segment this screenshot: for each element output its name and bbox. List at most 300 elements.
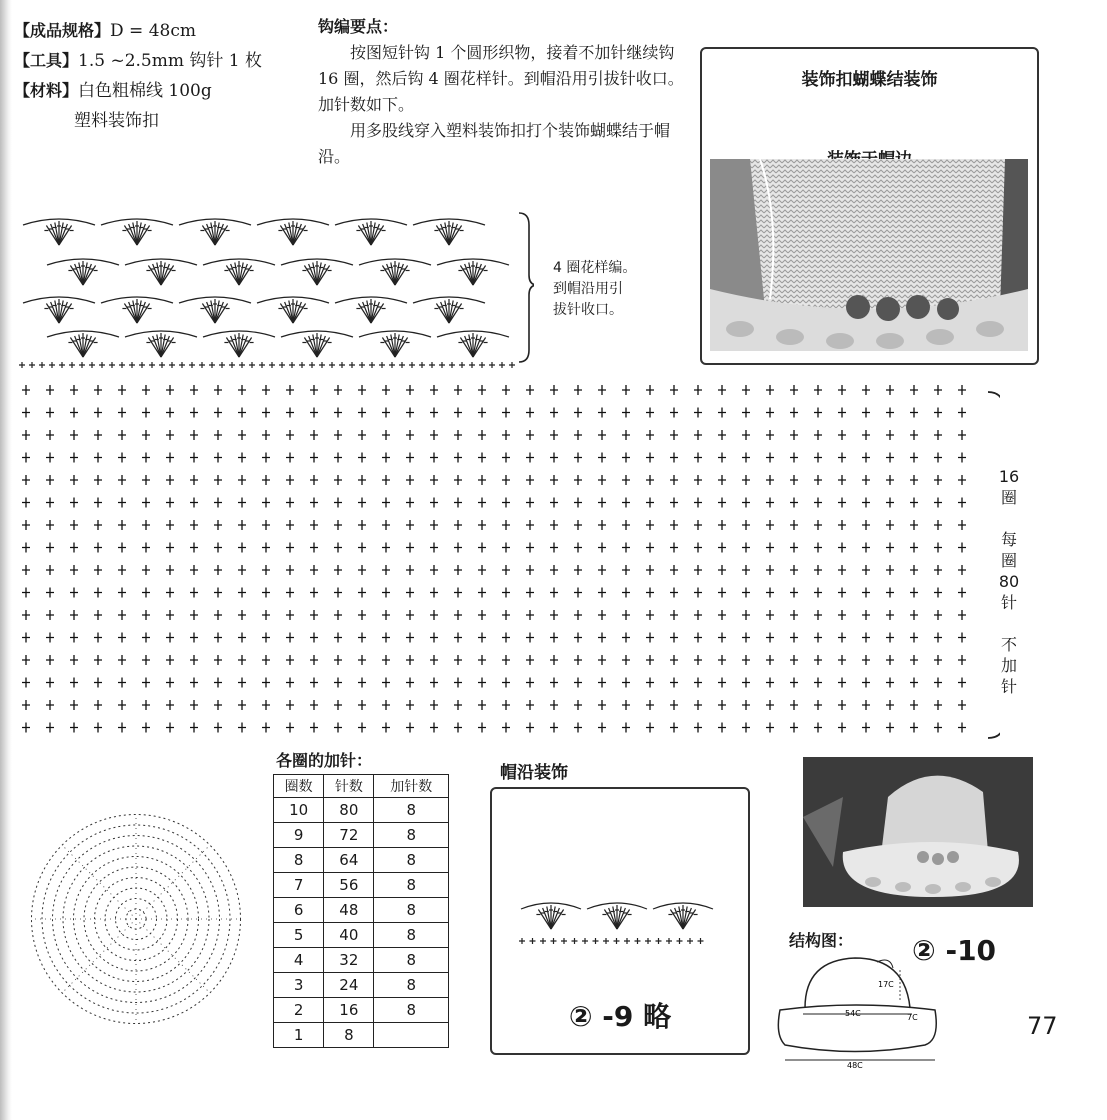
grid-stitch-plus (934, 700, 942, 710)
spec-size: 【成品规格】D = 48cm (14, 21, 196, 41)
grid-stitch-plus (238, 588, 246, 598)
grid-stitch-plus (70, 520, 78, 530)
grid-stitch-plus (358, 655, 366, 665)
grid-stitch-plus (862, 475, 870, 485)
base-stitch-plus (319, 362, 325, 368)
grid-stitch-plus (670, 655, 678, 665)
base-stitch-plus (459, 362, 465, 368)
grid-stitch-plus (166, 520, 174, 530)
grid-stitch-plus (70, 430, 78, 440)
grid-stitch-plus (454, 475, 462, 485)
grid-stitch-plus (382, 453, 390, 463)
grid-stitch-plus (574, 723, 582, 733)
grid-stitch-plus (94, 498, 102, 508)
grid-stitch-plus (118, 565, 126, 575)
grid-stitch-plus (550, 588, 558, 598)
grid-stitch-plus (598, 543, 606, 553)
grid-stitch-plus (334, 408, 342, 418)
grid-stitch-plus (814, 475, 822, 485)
grid-stitch-plus (94, 723, 102, 733)
grid-stitch-plus (574, 655, 582, 665)
grid-stitch-plus (406, 565, 414, 575)
grid-stitch-plus (910, 453, 918, 463)
grid-stitch-plus (550, 498, 558, 508)
fan-stitch (437, 259, 509, 285)
grid-stitch-plus (790, 475, 798, 485)
fan-stitch (101, 297, 173, 323)
grid-stitch-plus (646, 430, 654, 440)
grid-stitch-plus (502, 610, 510, 620)
grid-stitch-plus (190, 543, 198, 553)
grid-stitch-plus (598, 678, 606, 688)
grid-stitch-plus (262, 655, 270, 665)
grid-stitch-plus (454, 385, 462, 395)
grid-stitch-plus (718, 520, 726, 530)
grid-stitch-plus (286, 723, 294, 733)
grid-stitch-plus (814, 655, 822, 665)
grid-stitch-plus (886, 588, 894, 598)
grid-stitch-plus (310, 520, 318, 530)
grid-stitch-plus (910, 565, 918, 575)
grid-stitch-plus (166, 678, 174, 688)
grid-stitch-plus (886, 385, 894, 395)
table-cell: 16 (324, 998, 374, 1023)
base-stitch-plus (339, 362, 345, 368)
base-stitch-plus (149, 362, 155, 368)
grid-stitch-plus (838, 543, 846, 553)
grid-stitch-plus (382, 678, 390, 688)
grid-stitch-plus (550, 610, 558, 620)
grid-stitch-plus (94, 678, 102, 688)
fan-stitch (179, 219, 251, 245)
grid-stitch-plus (214, 385, 222, 395)
table-header-stitches: 针数 (324, 775, 374, 798)
grid-stitch-plus (70, 588, 78, 598)
fan-stitch (281, 331, 353, 357)
grid-stitch-plus (598, 565, 606, 575)
brim-code: ② -9 略 (568, 1000, 672, 1033)
grid-stitch-plus (646, 475, 654, 485)
grid-stitch-plus (46, 655, 54, 665)
grid-stitch-plus (94, 655, 102, 665)
grid-stitch-plus (910, 498, 918, 508)
table-cell: 8 (324, 1023, 374, 1048)
grid-stitch-plus (622, 498, 630, 508)
fan-stitch (179, 297, 251, 323)
fan-stitch (257, 219, 329, 245)
grid-stitch-plus (94, 385, 102, 395)
grid-stitch-plus (238, 543, 246, 553)
grid-stitch-plus (622, 520, 630, 530)
grid-stitch-plus (142, 588, 150, 598)
grid-stitch-plus (214, 408, 222, 418)
grid-stitch-plus (598, 385, 606, 395)
grid-stitch-plus (406, 678, 414, 688)
brim-base-stitch (593, 938, 599, 944)
table-cell: 3 (274, 973, 324, 998)
brim-base-stitch (666, 938, 672, 944)
grid-stitch-plus (286, 498, 294, 508)
table-cell: 56 (324, 873, 374, 898)
grid-stitch-plus (598, 633, 606, 643)
grid-stitch-plus (430, 385, 438, 395)
grid-stitch-plus (46, 700, 54, 710)
grid-stitch-plus (454, 408, 462, 418)
grid-stitch-plus (46, 385, 54, 395)
base-stitch-plus (399, 362, 405, 368)
grid-stitch-plus (838, 520, 846, 530)
brim-base-stitch (698, 938, 704, 944)
grid-stitch-plus (790, 588, 798, 598)
grid-stitch-plus (670, 520, 678, 530)
grid-stitch-plus (454, 588, 462, 598)
grid-stitch-plus (46, 453, 54, 463)
grid-stitch-plus (118, 588, 126, 598)
grid-stitch-plus (166, 543, 174, 553)
grid-stitch-plus (910, 633, 918, 643)
grid-stitch-plus (790, 498, 798, 508)
base-stitch-plus (299, 362, 305, 368)
grid-stitch-plus (622, 408, 630, 418)
grid-stitch-plus (70, 498, 78, 508)
table-row (274, 998, 449, 1023)
grid-stitch-plus (310, 475, 318, 485)
grid-stitch-plus (238, 655, 246, 665)
grid-stitch-plus (670, 633, 678, 643)
grid-stitch-plus (334, 633, 342, 643)
grid-stitch-plus (766, 430, 774, 440)
grid-stitch-plus (190, 520, 198, 530)
table-cell: 8 (374, 898, 449, 923)
grid-stitch-plus (118, 723, 126, 733)
grid-stitch-plus (862, 453, 870, 463)
grid-note-char: 针 (1000, 593, 1017, 612)
table-cell: 10 (274, 798, 324, 823)
grid-stitch-plus (310, 543, 318, 553)
grid-stitch-plus (934, 565, 942, 575)
grid-stitch-plus (814, 408, 822, 418)
grid-stitch-plus (646, 678, 654, 688)
grid-stitch-plus (454, 543, 462, 553)
table-cell: 1 (274, 1023, 324, 1048)
grid-stitch-plus (766, 700, 774, 710)
grid-stitch-plus (430, 453, 438, 463)
grid-stitch-plus (382, 543, 390, 553)
grid-stitch-plus (142, 408, 150, 418)
grid-stitch-plus (238, 498, 246, 508)
grid-stitch-plus (766, 385, 774, 395)
grid-stitch-plus (94, 588, 102, 598)
grid-stitch-plus (574, 700, 582, 710)
grid-stitch-plus (862, 678, 870, 688)
grid-stitch-plus (502, 453, 510, 463)
page-number: 77 (1027, 1012, 1058, 1040)
grid-stitch-plus (70, 565, 78, 575)
grid-stitch-plus (286, 678, 294, 688)
increase-table-title: 各圈的加针： (276, 751, 373, 770)
grid-stitch-plus (886, 408, 894, 418)
grid-stitch-plus (550, 700, 558, 710)
base-stitch-plus (229, 362, 235, 368)
grid-stitch-plus (958, 453, 966, 463)
grid-stitch-plus (22, 385, 30, 395)
grid-stitch-plus (190, 655, 198, 665)
structure-label-top: 17C (878, 980, 894, 989)
grid-stitch-plus (478, 520, 486, 530)
grid-stitch-plus (478, 700, 486, 710)
grid-stitch-plus (958, 520, 966, 530)
grid-stitch-plus (694, 498, 702, 508)
grid-stitch-plus (646, 498, 654, 508)
grid-stitch-plus (670, 610, 678, 620)
grid-stitch-plus (646, 385, 654, 395)
grid-stitch-plus (550, 453, 558, 463)
brim-base-stitch (603, 938, 609, 944)
fan-stitch (101, 219, 173, 245)
grid-stitch-plus (190, 633, 198, 643)
grid-stitch-plus (382, 610, 390, 620)
grid-stitch-plus (670, 723, 678, 733)
grid-stitch-plus (142, 453, 150, 463)
grid-stitch-plus (862, 633, 870, 643)
grid-stitch-plus (22, 453, 30, 463)
fan-stitch (587, 903, 647, 929)
grid-stitch-plus (958, 655, 966, 665)
grid-stitch-plus (646, 723, 654, 733)
grid-stitch-plus (502, 723, 510, 733)
grid-stitch-plus (190, 700, 198, 710)
grid-stitch-plus (70, 655, 78, 665)
grid-stitch-plus (382, 498, 390, 508)
grid-stitch-plus (430, 565, 438, 575)
grid-stitch-plus (742, 520, 750, 530)
grid-stitch-plus (934, 723, 942, 733)
grid-stitch-plus (358, 453, 366, 463)
grid-stitch-plus (670, 453, 678, 463)
grid-stitch-plus (142, 700, 150, 710)
grid-stitch-plus (238, 430, 246, 440)
grid-stitch-plus (910, 430, 918, 440)
table-row (274, 798, 449, 823)
grid-stitch-plus (670, 475, 678, 485)
grid-stitch-plus (694, 700, 702, 710)
grid-stitch-plus (166, 475, 174, 485)
grid-stitch-plus (742, 723, 750, 733)
grid-stitch-plus (334, 430, 342, 440)
grid-stitch-plus (166, 655, 174, 665)
grid-stitch-plus (214, 655, 222, 665)
grid-stitch-plus (214, 498, 222, 508)
grid-stitch-plus (94, 430, 102, 440)
grid-stitch-plus (670, 408, 678, 418)
grid-stitch-plus (454, 723, 462, 733)
grid-stitch-plus (22, 723, 30, 733)
spec-block (14, 16, 314, 136)
fan-stitch (335, 297, 407, 323)
grid-stitch-plus (622, 700, 630, 710)
grid-stitch-plus (910, 655, 918, 665)
grid-stitch-plus (406, 543, 414, 553)
grid-stitch-plus (70, 385, 78, 395)
base-stitch-plus (269, 362, 275, 368)
grid-stitch-plus (214, 520, 222, 530)
base-stitch-plus (469, 362, 475, 368)
grid-stitch-plus (190, 498, 198, 508)
grid-stitch-plus (430, 655, 438, 665)
grid-stitch-plus (286, 385, 294, 395)
grid-stitch-plus (382, 633, 390, 643)
grid-stitch-plus (862, 723, 870, 733)
grid-stitch-plus (238, 475, 246, 485)
grid-stitch-plus (238, 453, 246, 463)
grid-stitch-plus (694, 408, 702, 418)
base-stitch-plus (199, 362, 205, 368)
grid-stitch-plus (262, 453, 270, 463)
base-stitch-plus (279, 362, 285, 368)
grid-stitch-plus (934, 453, 942, 463)
grid-stitch-plus (262, 700, 270, 710)
grid-stitch-plus (334, 520, 342, 530)
grid-stitch-plus (286, 520, 294, 530)
grid-stitch-plus (574, 678, 582, 688)
grid-stitch-plus (190, 678, 198, 688)
grid-stitch-plus (622, 678, 630, 688)
grid-stitch-plus (478, 385, 486, 395)
base-stitch-plus (499, 362, 505, 368)
grid-stitch-plus (454, 430, 462, 440)
base-stitch-plus (259, 362, 265, 368)
grid-stitch-plus (574, 565, 582, 575)
base-stitch-plus (379, 362, 385, 368)
brim-base-stitch (530, 938, 536, 944)
grid-stitch-plus (382, 520, 390, 530)
grid-stitch-plus (862, 408, 870, 418)
grid-stitch-plus (22, 498, 30, 508)
grid-stitch-plus (358, 588, 366, 598)
grid-stitch-plus (358, 385, 366, 395)
grid-stitch-plus (958, 498, 966, 508)
base-stitch-plus (419, 362, 425, 368)
structure-label-bottom: 48C (847, 1061, 863, 1070)
grid-stitch-plus (958, 588, 966, 598)
grid-stitch-plus (622, 723, 630, 733)
grid-stitch-plus (190, 385, 198, 395)
grid-stitch-plus (478, 655, 486, 665)
grid-stitch-plus (262, 588, 270, 598)
grid-stitch-plus (526, 723, 534, 733)
grid-stitch-plus (502, 430, 510, 440)
grid-stitch-plus (382, 565, 390, 575)
fan-stitch (281, 259, 353, 285)
grid-stitch-plus (622, 475, 630, 485)
grid-stitch-plus (958, 678, 966, 688)
grid-stitch-plus (838, 430, 846, 440)
grid-stitch-plus (166, 723, 174, 733)
brim-base-stitch (551, 938, 557, 944)
round-increase-chart (25, 808, 247, 1030)
grid-stitch-plus (406, 498, 414, 508)
grid-stitch-plus (70, 475, 78, 485)
grid-note-char: 不 (1000, 635, 1017, 654)
grid-stitch-plus (766, 633, 774, 643)
grid-stitch-plus (358, 633, 366, 643)
grid-stitch-plus (406, 453, 414, 463)
grid-stitch-plus (910, 408, 918, 418)
pattern-note-line-2: 到帽沿用引 (553, 281, 623, 297)
grid-stitch-plus (670, 565, 678, 575)
grid-stitch-plus (526, 453, 534, 463)
grid-stitch-plus (838, 700, 846, 710)
grid-stitch-plus (238, 565, 246, 575)
table-row (274, 848, 449, 873)
grid-stitch-plus (286, 700, 294, 710)
grid-stitch-plus (358, 543, 366, 553)
grid-stitch-plus (334, 453, 342, 463)
base-stitch-plus (159, 362, 165, 368)
grid-stitch-plus (190, 430, 198, 440)
grid-stitch-plus (886, 498, 894, 508)
grid-stitch-plus (142, 723, 150, 733)
fan-stitch (203, 331, 275, 357)
grid-stitch-plus (46, 588, 54, 598)
grid-stitch-plus (598, 655, 606, 665)
grid-stitch-plus (478, 565, 486, 575)
grid-stitch-plus (886, 543, 894, 553)
grid-stitch-plus (334, 610, 342, 620)
grid-stitch-plus (22, 565, 30, 575)
grid-stitch-plus (286, 633, 294, 643)
brim-base-stitch (519, 938, 525, 944)
grid-stitch-plus (862, 655, 870, 665)
grid-stitch-plus (934, 385, 942, 395)
grid-stitch-plus (910, 678, 918, 688)
grid-stitch-plus (214, 700, 222, 710)
grid-stitch-plus (766, 678, 774, 688)
grid-stitch-plus (94, 565, 102, 575)
grid-stitch-plus (574, 543, 582, 553)
grid-stitch-plus (190, 588, 198, 598)
grid-stitch-plus (166, 430, 174, 440)
grid-stitch-plus (718, 655, 726, 665)
grid-stitch-plus (238, 408, 246, 418)
grid-stitch-plus (286, 565, 294, 575)
grid-stitch-plus (70, 678, 78, 688)
grid-stitch-plus (958, 475, 966, 485)
grid-stitch-plus (262, 475, 270, 485)
grid-stitch-plus (574, 453, 582, 463)
grid-stitch-plus (406, 723, 414, 733)
grid-stitch-plus (358, 610, 366, 620)
grid-stitch-plus (166, 633, 174, 643)
grid-stitch-plus (526, 655, 534, 665)
table-cell: 8 (374, 998, 449, 1023)
book-spine-shadow (0, 0, 12, 1120)
grid-stitch-plus (598, 475, 606, 485)
table-cell: 8 (374, 923, 449, 948)
grid-stitch-plus (646, 655, 654, 665)
grid-stitch-plus (118, 678, 126, 688)
grid-stitch-plus (430, 543, 438, 553)
grid-stitch-plus (334, 385, 342, 395)
grid-stitch-plus (838, 475, 846, 485)
table-row (274, 948, 449, 973)
grid-stitch-plus (790, 700, 798, 710)
grid-stitch-plus (22, 475, 30, 485)
grid-stitch-plus (358, 408, 366, 418)
grid-stitch-plus (310, 678, 318, 688)
grid-stitch-plus (166, 588, 174, 598)
base-stitch-plus (249, 362, 255, 368)
